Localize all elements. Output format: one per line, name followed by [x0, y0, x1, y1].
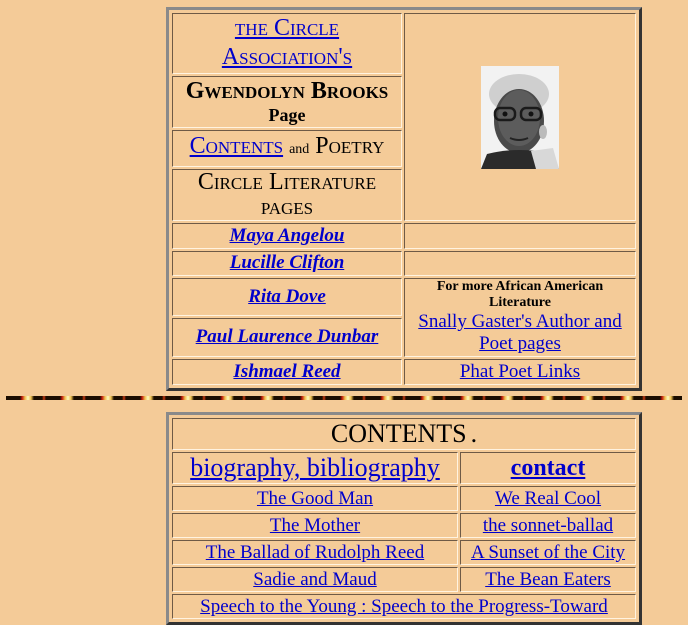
portrait-image: [481, 66, 559, 169]
poet-link-rita-dove[interactable]: Rita Dove: [248, 286, 326, 307]
contents-heading: CONTENTS: [330, 419, 467, 448]
bio-cell: [172, 452, 458, 484]
author-photo: [481, 66, 559, 169]
page-title: Gwendolyn Brooks Page: [185, 77, 389, 125]
page-title-cell: [172, 76, 402, 129]
poem-link-the-good-man[interactable]: The Good Man: [256, 488, 374, 509]
poet-cell: [172, 223, 402, 248]
poem-link-we-real-cool[interactable]: We Real Cool: [494, 488, 602, 509]
literature-pages-heading: Circle Literature pages: [197, 168, 377, 220]
decorative-divider: [6, 396, 682, 400]
poet-cell: [172, 278, 402, 316]
more-literature-cell: [404, 278, 636, 357]
poetry-text: Poetry: [315, 133, 385, 160]
poem-cell-wide: [172, 594, 636, 619]
empty-cell: [404, 223, 636, 248]
circle-association-link[interactable]: the Circle Association's: [221, 15, 353, 71]
poet-link-maya-angelou[interactable]: Maya Angelou: [229, 224, 345, 246]
poem-link-ballad-of-rudolph-reed[interactable]: The Ballad of Rudolph Reed: [205, 542, 425, 563]
site-title-cell: [172, 13, 402, 74]
poem-link-the-mother[interactable]: The Mother: [269, 515, 361, 536]
poem-link-the-sonnet-ballad[interactable]: the sonnet-ballad: [482, 515, 614, 536]
poem-link-speech-to-the-young[interactable]: Speech to the Young : Speech to the Progress-Toward: [200, 596, 608, 617]
photo-cell: [404, 13, 636, 221]
poem-link-sadie-and-maud[interactable]: Sadie and Maud: [253, 569, 377, 590]
header-table: [166, 7, 642, 391]
contact-link[interactable]: contact: [510, 455, 586, 481]
poem-cell: [460, 486, 636, 511]
contents-heading-cell: [172, 418, 636, 450]
poet-link-ishmael-reed[interactable]: Ishmael Reed: [233, 360, 341, 382]
snally-gaster-link[interactable]: Snally Gaster's Author and Poet pages: [418, 311, 622, 355]
contents-table: [166, 412, 642, 625]
poem-link-the-bean-eaters[interactable]: The Bean Eaters: [485, 569, 611, 590]
more-literature-text: For more African American Literature: [436, 279, 604, 311]
phat-poet-links-link[interactable]: Phat Poet Links: [459, 360, 581, 382]
poem-cell: [460, 567, 636, 592]
heading-dot: .: [470, 419, 478, 448]
poet-cell: [172, 359, 402, 385]
empty-cell: [404, 251, 636, 276]
poet-link-paul-laurence-dunbar[interactable]: Paul Laurence Dunbar: [195, 326, 379, 348]
poem-cell: [460, 540, 636, 565]
poet-cell: [172, 251, 402, 276]
and-text: and: [289, 142, 310, 158]
poem-cell: [172, 513, 458, 538]
contact-cell: [460, 452, 636, 484]
literature-pages-cell: [172, 169, 402, 222]
poem-cell: [172, 567, 458, 592]
contents-poetry-cell: [172, 130, 402, 166]
poem-cell: [460, 513, 636, 538]
poem-link-a-sunset-of-the-city[interactable]: A Sunset of the City: [470, 542, 626, 563]
contents-link[interactable]: Contents: [189, 133, 284, 160]
poem-cell: [172, 486, 458, 511]
poet-cell: [172, 318, 402, 356]
poem-cell: [172, 540, 458, 565]
poet-link-lucille-clifton[interactable]: Lucille Clifton: [229, 252, 345, 274]
phat-poet-cell: [404, 359, 636, 385]
biography-bibliography-link[interactable]: biography, bibliography: [190, 453, 440, 482]
